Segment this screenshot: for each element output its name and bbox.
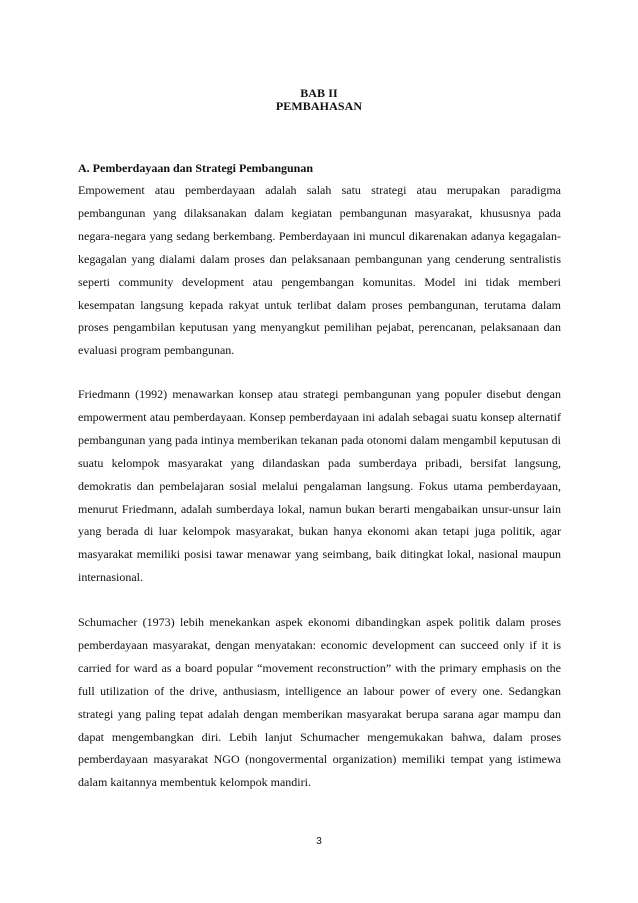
paragraph: Schumacher (1973) lebih menekankan aspek ekonomi dibandingkan aspek politik dalam proses pemberdayaan masyarakat, dengan menyatakan: economic development can succeed only if it is carried for ward as a board popular “movement reconstruction” with the primary emphasis on the full utilization of the drive, anthusiasm, intelligence an labour power of every one. Sedangkan strategi yang paling tepat adalah dengan memberikan masyarakat berupa sarana agar mampu dan dapat mengembangkan diri. Lebih lanjut Schumacher mengemukakan bahwa, dalam proses pemberdayaan masyarakat NGO (nongovermental organization) memiliki tempat yang istimewa dalam kaitannya membentuk kelompok mandiri. — [78, 615, 561, 790]
paragraph: Empowement atau pemberdayaan adalah salah satu strategi atau merupakan paradigma pembangunan yang dilaksanakan dalam kegiatan pembangunan masyarakat, khususnya pada negara-negara yang sedang berkembang. Pemberdayaan ini muncul dikarenakan adanya kegagalan-kegagalan yang dialami dalam proses dan pelaksanaan pembangunan yang cenderung sentralistis seperti community development atau pengembangan komunitas. Model ini tidak memberi kesempatan langsung kepada rakyat untuk terlibat dalam proses pembangunan, terutama dalam proses pengambilan keputusan yang menyangkut pemilihan pejabat, perencanan, pelaksanaan dan evaluasi program pembangunan. — [78, 183, 561, 358]
section-heading: A. Pemberdayaan dan Strategi Pembangunan — [78, 161, 314, 175]
page-number: 3 — [316, 836, 322, 847]
paragraph: Friedmann (1992) menawarkan konsep atau strategi pembangunan yang populer disebut dengan empowerment atau pemberdayaan. Konsep pemberdayaan ini adalah sebagai suatu konsep alternatif pembangunan yang pada intinya memberikan tekanan pada otonomi dalam mengambil keputusan di suatu kelompok masyarakat yang dilandaskan pada sumberdaya pribadi, bersifat langsung, demokratis dan pembelajaran sosial melalui pengalaman langsung. Fokus utama pemberdayaan, menurut Friedmann, adalah sumberdaya lokal, namun bukan berarti mengabaikan unsur-unsur lain yang berada di luar kelompok masyarakat, bukan hanya ekonomi akan tetapi juga politik, agar masyarakat memiliki posisi tawar menawar yang seimbang, baik ditingkat lokal, nasional maupun internasional. — [78, 387, 561, 585]
chapter-label: BAB II — [300, 86, 338, 100]
chapter-title: PEMBAHASAN — [275, 99, 363, 113]
